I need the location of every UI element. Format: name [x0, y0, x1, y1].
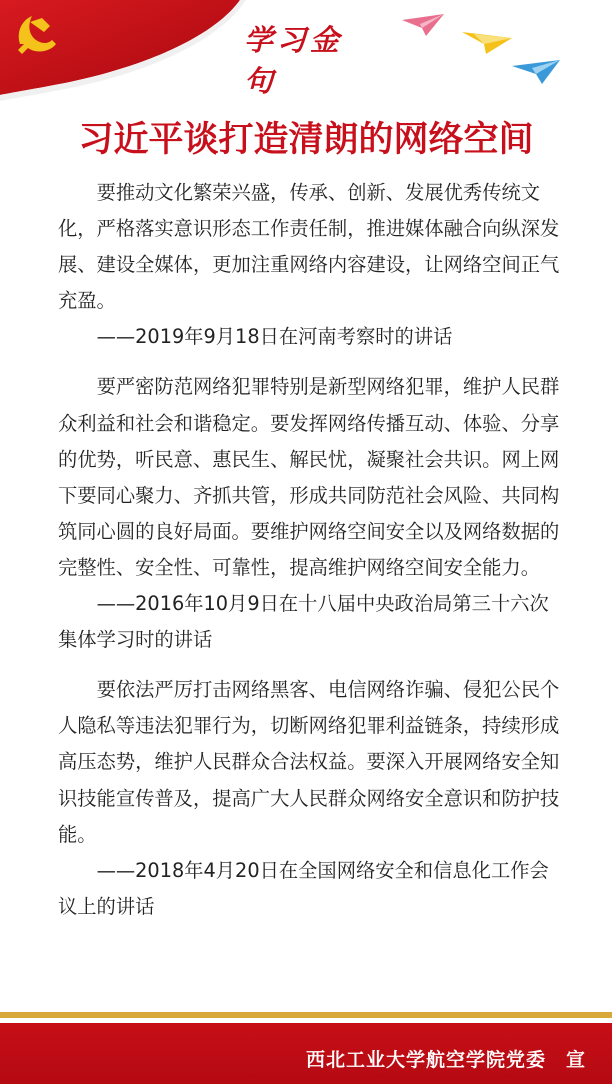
header-banner: [0, 0, 612, 110]
quote-text: 要依法严厉打击网络黑客、电信网络诈骗、侵犯公民个人隐私等违法犯罪行为，切断网络犯罪利益链条，持续形成高压态势，维护人民群众合法权益。要深入开展网络安全知识技能宣传普及，提高广大人民群众网络安全意识和防护技能。: [58, 678, 560, 846]
page-title: 习近平谈打造清朗的网络空间: [78, 119, 534, 160]
banner-title: 学习金句: [244, 23, 344, 98]
quote-source: ——2018年4月20日在全国网络安全和信息化工作会议上的讲话: [58, 858, 549, 918]
paper-plane-pink-icon: [402, 14, 444, 36]
quote-text: 要推动文化繁荣兴盛，传承、创新、发展优秀传统文化，严格落实意识形态工作责任制，推进媒体融合向纵深发展、建设全媒体，更加注重网络内容建设，让网络空间正气充盈。: [58, 181, 560, 313]
quote-list: [58, 175, 568, 925]
paper-plane-yellow-icon: [462, 32, 512, 54]
quote-source: ——2019年9月18日在河南考察时的讲话: [96, 325, 453, 349]
quote-source: ——2016年10月9日在十八届中央政治局第三十六次集体学习时的讲话: [58, 592, 549, 652]
quote-text: 要严密防范网络犯罪特别是新型网络犯罪，维护人民群众利益和社会和谐稳定。要发挥网络传播互动、体验、分享的优势，听民意、惠民生、解民忧，凝聚社会共识。网上网下要同心聚力、齐抓共管，形成共同防范社会风险、共同构筑同心圆的良好局面。要维护网络空间安全以及网络数据的完整性、安全性、可靠性，提高维护网络空间安全能力。: [58, 375, 560, 579]
footer-bar: [0, 1012, 612, 1084]
footer-publisher: 西北工业大学航空学院党委 宣: [305, 1049, 586, 1071]
paper-plane-blue-icon: [512, 60, 560, 84]
